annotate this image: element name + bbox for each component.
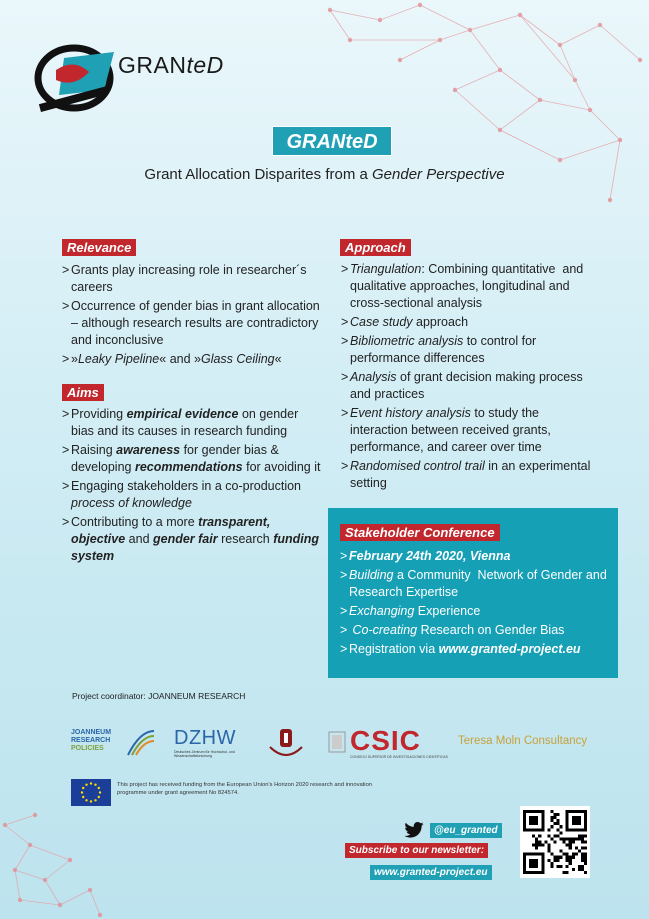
- stakeholder-item: > Co-creating Research on Gender Bias: [340, 622, 612, 639]
- relevance-item: > Occurrence of gender bias in grant allocation – although research results are contradictory and inconclusive: [62, 298, 322, 349]
- approach-item: > Analysis of grant decision making process and practices: [341, 369, 591, 403]
- stakeholder-label: Stakeholder Conference: [340, 524, 500, 541]
- stakeholder-item: > February 24th 2020, Vienna: [340, 548, 612, 565]
- aims-item: > Contributing to a more transparent, objective and gender fair research funding system: [62, 514, 324, 565]
- csic-logo: CSIC CONSEJO SUPERIOR DE INVESTIGACIONES CIENTÍFICAS: [328, 727, 440, 759]
- stakeholder-conference-box: [328, 508, 618, 678]
- aims-list: [62, 406, 324, 567]
- relevance-item: > »Leaky Pipeline« and »Glass Ceiling«: [62, 351, 322, 368]
- stakeholder-list: [340, 548, 612, 660]
- relevance-list: [62, 262, 322, 370]
- logo-wordmark: GRANteD: [118, 52, 224, 78]
- stakeholder-item: > Exchanging Experience: [340, 603, 612, 620]
- website-link[interactable]: www.granted-project.eu: [370, 865, 492, 880]
- aims-item: > Providing empirical evidence on gender bias and its causes in research funding: [62, 406, 324, 440]
- aims-label: Aims: [62, 384, 104, 401]
- twitter-icon[interactable]: [404, 822, 424, 838]
- qr-code[interactable]: [520, 806, 590, 878]
- approach-label: Approach: [340, 239, 411, 256]
- approach-item: > Case study approach: [341, 314, 591, 331]
- approach-item: > Triangulation: Combining quantitative and qualitative approaches, longitudinal and cross-sectional analysis: [341, 261, 591, 312]
- joanneum-logo: JOANNEUM RESEARCH POLICIES: [71, 727, 156, 759]
- approach-list: [341, 261, 591, 494]
- aims-item: > Engaging stakeholders in a co-production process of knowledge: [62, 478, 324, 512]
- twitter-handle[interactable]: @eu_granted: [430, 823, 502, 838]
- teresa-moln-logo: Teresa Moln Consultancy: [458, 735, 588, 747]
- stakeholder-item: > Registration via www.granted-project.eu: [340, 641, 612, 658]
- project-subtitle: Grant Allocation Disparites from a Gender Perspective: [144, 166, 505, 183]
- eu-flag-icon: [71, 779, 111, 806]
- newsletter-label: Subscribe to our newsletter:: [345, 843, 488, 858]
- approach-item: > Event history analysis to study the interaction between received grants, performance, and career over time: [341, 405, 591, 456]
- approach-item: > Bibliometric analysis to control for performance differences: [341, 333, 591, 367]
- eu-funding-notice: This project has received funding from the European Union's Horizon 2020 research and innovation programme under grant agreement No 824574.: [117, 782, 373, 796]
- relevance-item: > Grants play increasing role in researcher´s careers: [62, 262, 322, 296]
- relevance-label: Relevance: [62, 239, 136, 256]
- dzhw-logo: DZHW Deutsches Zentrum für Hochschul- und Wissenschaftsforschung: [174, 727, 236, 758]
- stakeholder-item: > Building a Community Network of Gender and Research Expertise: [340, 567, 612, 601]
- ghent-university-logo: [266, 727, 316, 759]
- project-coordinator: Project coordinator: JOANNEUM RESEARCH: [72, 691, 246, 701]
- project-title: GRANteD: [272, 126, 392, 156]
- approach-item: > Randomised control trail in an experimental setting: [341, 458, 591, 492]
- aims-item: > Raising awareness for gender bias & developing recommendations for avoiding it: [62, 442, 324, 476]
